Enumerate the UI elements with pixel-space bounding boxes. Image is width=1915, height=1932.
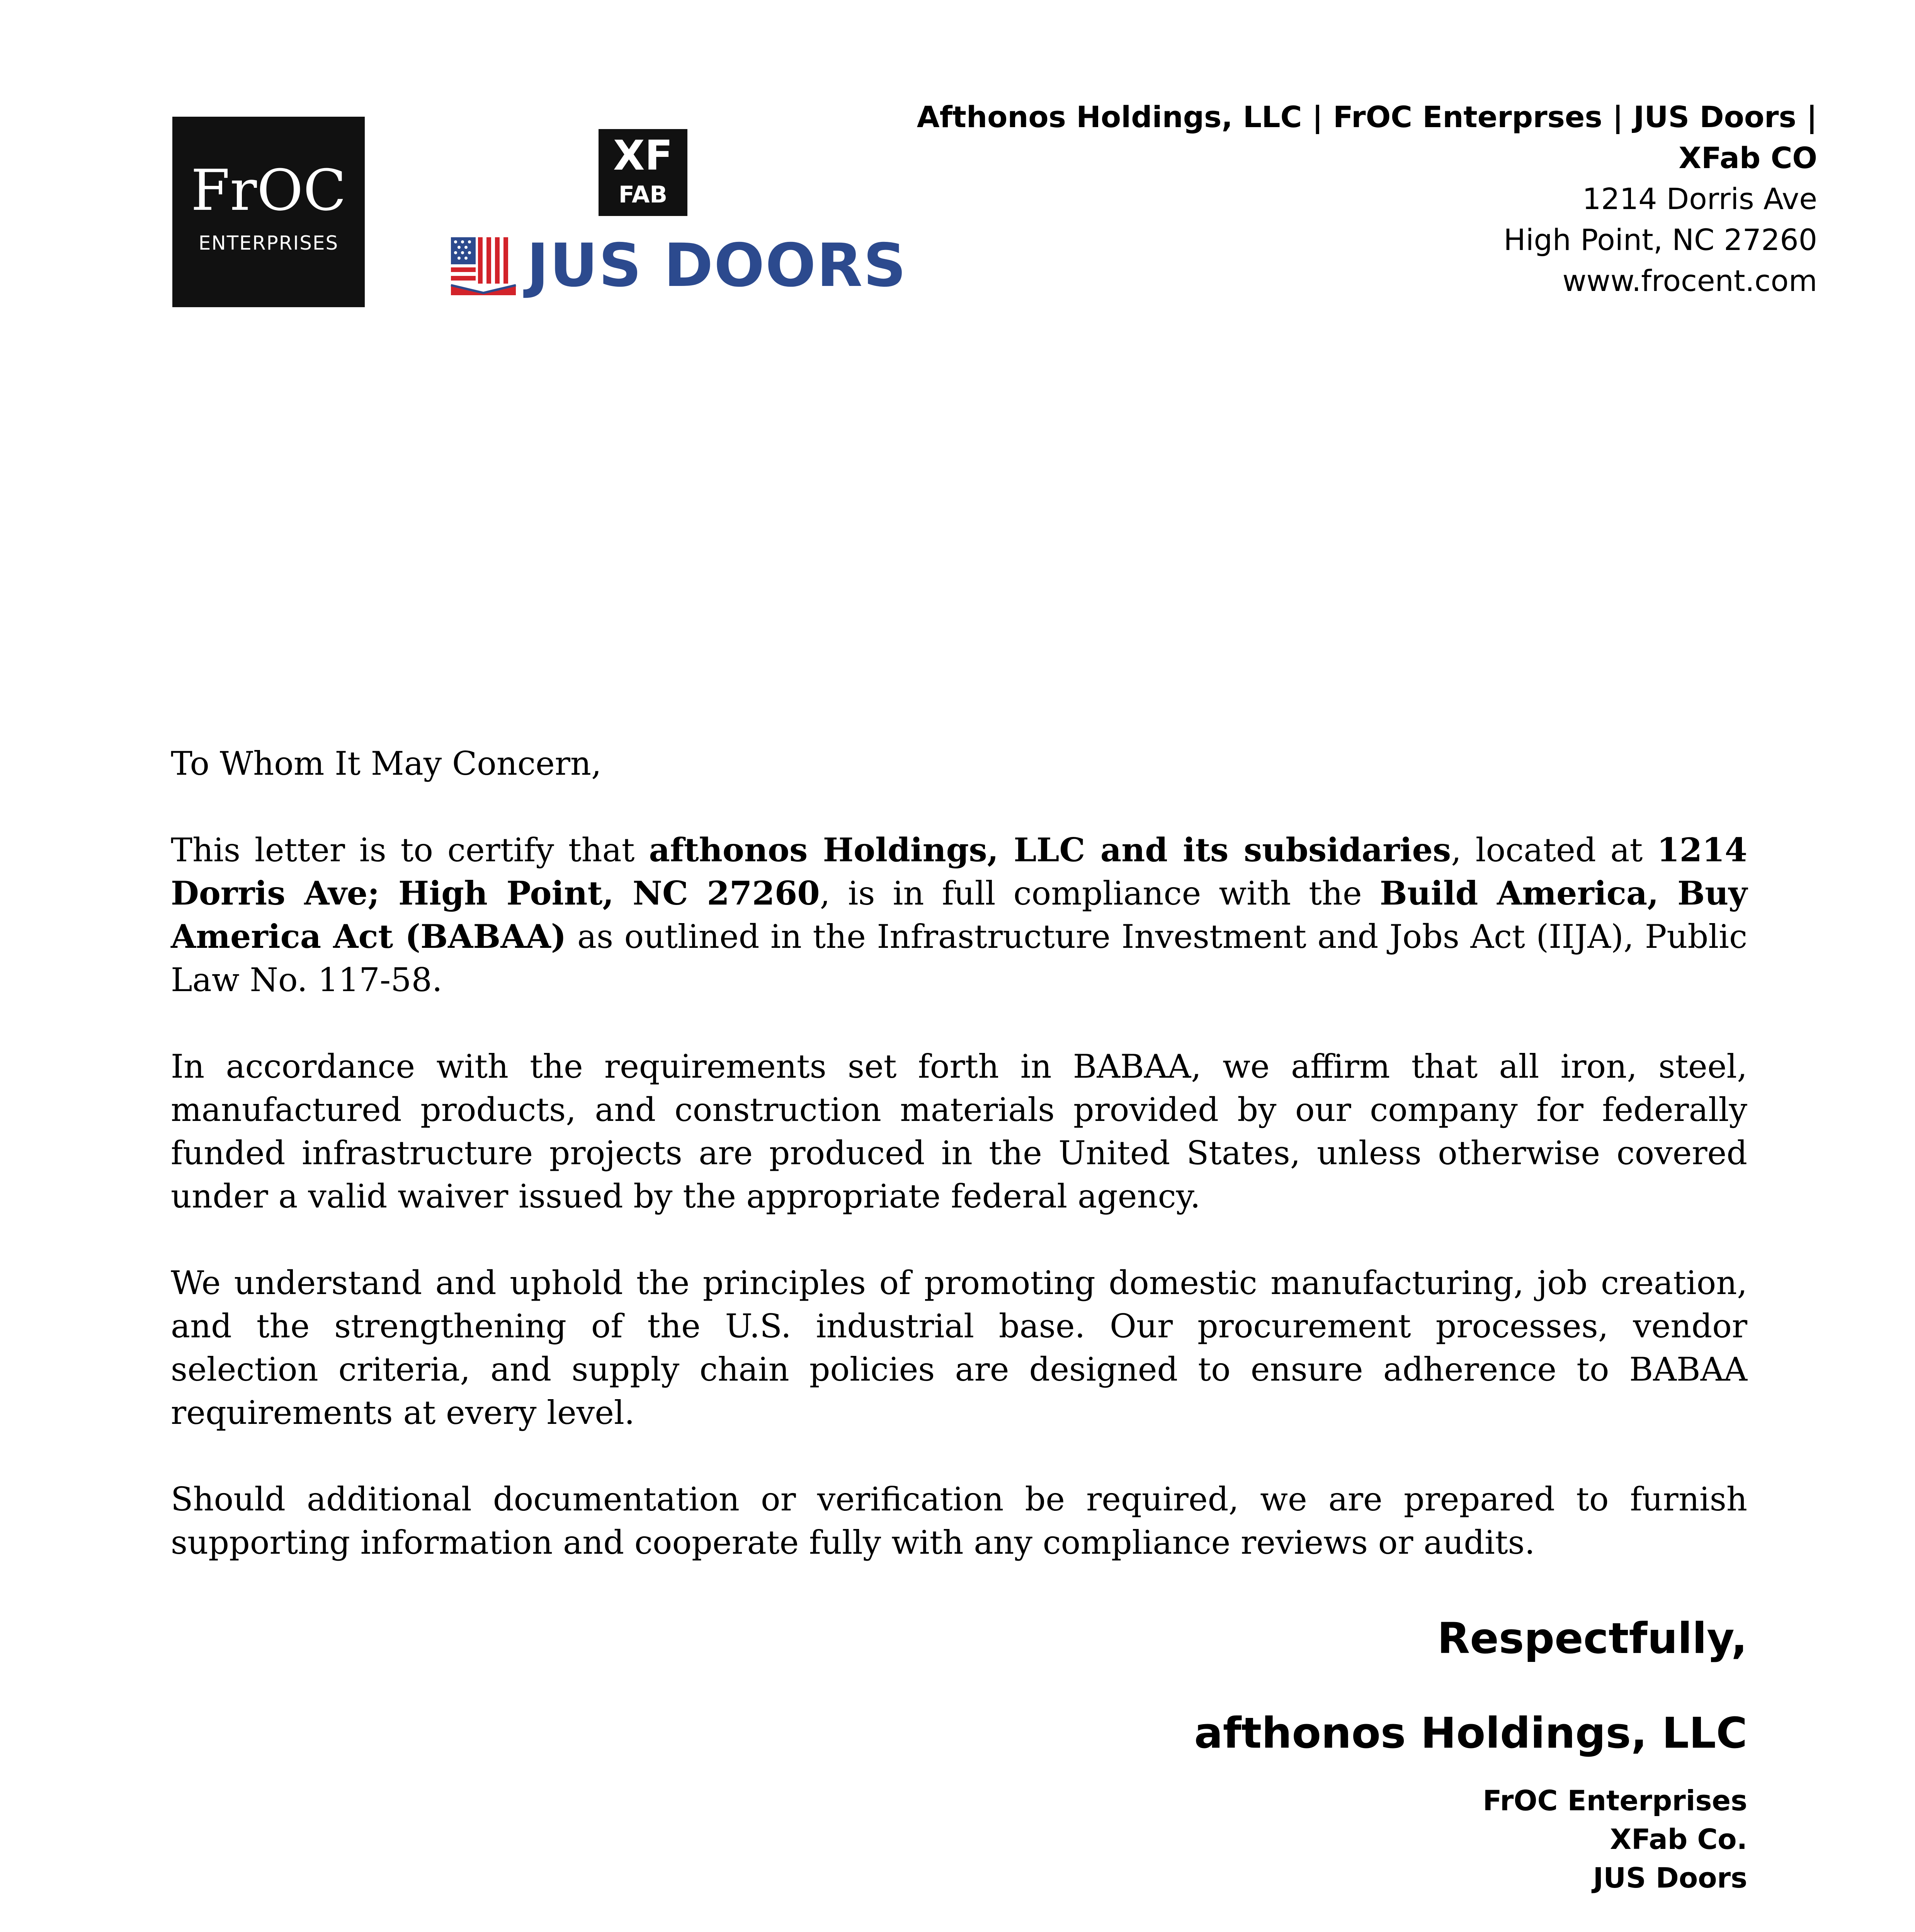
subsidiary-item: XFab Co. (1610, 1823, 1747, 1855)
xfab-logo-top: XF (613, 132, 673, 179)
p1-company-name: afthonos Holdings, LLC and its subsidaries (649, 831, 1451, 869)
p1-act-name: Build America, Buy America Act (BABAA) (171, 874, 1747, 956)
paragraph-certification (171, 828, 1747, 1002)
jus-doors-logo-text: JUS DOORS (527, 231, 907, 300)
letterhead-address-block (813, 97, 1817, 301)
p1-text-4: as outlined in the Infrastructure Investment and Jobs Act (IIJA), Public Law No. 117-58. (171, 918, 1748, 999)
letterhead-city: High Point, NC 27260 (1503, 223, 1817, 257)
froc-enterprises-logo (172, 117, 365, 307)
american-flag-icon (449, 235, 517, 297)
subsidiary-item: FrOC Enterprises (1483, 1784, 1747, 1817)
salutation: To Whom It May Concern, (171, 745, 602, 782)
letterhead-companies-line-1: Afthonos Holdings, LLC | FrOC Enterprses | JUS Doors | (917, 100, 1817, 134)
letterhead-website: www.frocent.com (1562, 264, 1817, 298)
p1-text-2: , located at (1451, 831, 1657, 869)
xfab-logo-bottom: FAB (618, 181, 668, 208)
froc-logo-name: FrOC (190, 158, 347, 223)
subsidiaries-list (743, 1781, 1747, 1897)
p1-address: 1214 Dorris Ave; High Point, NC 27260 (171, 831, 1747, 912)
letter-body (171, 742, 1747, 1607)
paragraph-affirmation: In accordance with the requirements set forth in BABAA, we affirm that all iron, steel, manufactured products, and construction materials provided by our company for federally funded infrastructure projects are produced in the United States, unless otherwise covered under a valid waiver issued by the appropriate federal agency. (171, 1048, 1747, 1215)
p1-text-3: , is in full compliance with the (820, 874, 1380, 912)
paragraph-documentation: Should additional documentation or verification be required, we are prepared to furnish supporting information and cooperate fully with any compliance reviews or audits. (171, 1480, 1747, 1561)
froc-logo-subtitle: ENTERPRISES (198, 232, 339, 254)
paragraph-principles: We understand and uphold the principles of promoting domestic manufacturing, job creation, and the strengthening of the U.S. industrial base. Our procurement processes, vendor selection criteria, and supply chain policies are designed to ensure adherence to BABAA requirements at every level. (171, 1264, 1747, 1432)
letterhead-companies-line-2: XFab CO (1679, 141, 1817, 175)
signature-company: afthonos Holdings, LLC (1194, 1708, 1747, 1758)
subsidiary-item: JUS Doors (1593, 1862, 1747, 1894)
xfab-logo (599, 129, 687, 216)
closing: Respectfully, (1437, 1614, 1747, 1663)
letterhead-street: 1214 Dorris Ave (1582, 182, 1817, 216)
signature-block (743, 1611, 1747, 1932)
p1-text-1: This letter is to certify that (171, 831, 649, 869)
